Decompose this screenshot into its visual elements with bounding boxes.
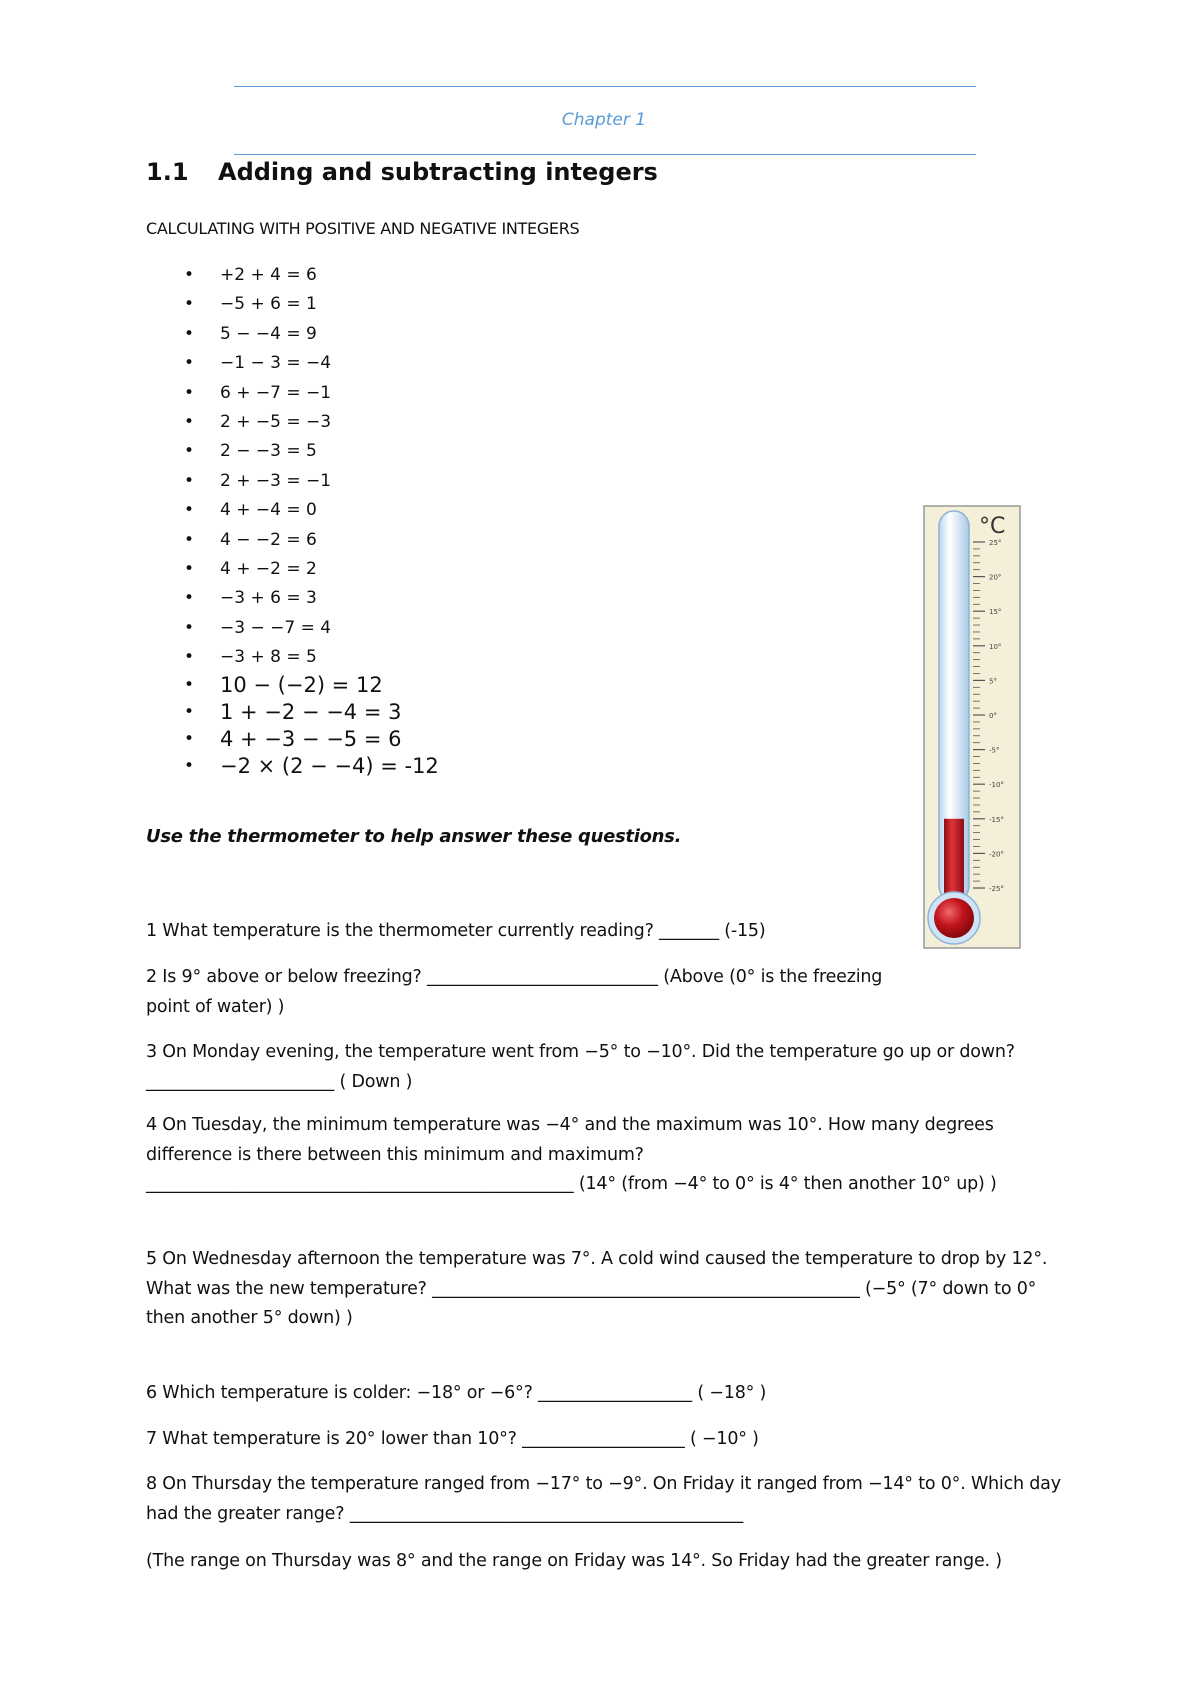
scale-label: 15° <box>989 608 1002 617</box>
scale-label: -15° <box>989 815 1004 824</box>
subheading: CALCULATING WITH POSITIVE AND NEGATIVE INTEGERS <box>146 219 580 238</box>
question-7: 7 What temperature is 20° lower than 10°? ___________________ ( −10° ) <box>146 1429 759 1449</box>
bullet-icon: • <box>184 558 195 579</box>
scale-label: 5° <box>989 677 997 686</box>
scale-label: -25° <box>989 885 1004 893</box>
bullet-icon: • <box>184 588 195 609</box>
bullet-icon: • <box>184 617 195 638</box>
list-item: • −5 + 6 = 1 <box>146 290 439 319</box>
bullet-icon: • <box>184 702 195 723</box>
scale-label: 10° <box>989 642 1002 651</box>
instruction: Use the thermometer to help answer these questions. <box>146 826 682 847</box>
question-8: 8 On Thursday the temperature ranged from −17° to −9°. On Friday it ranged from −14° to 0°. Which day had the greater range? ______________________________________________ <box>146 1474 1061 1524</box>
list-item: • 2 − −3 = 5 <box>146 437 439 466</box>
list-item: • 5 − −4 = 9 <box>146 320 439 349</box>
scale-label: 20° <box>989 573 1002 582</box>
equation-list <box>146 261 439 780</box>
section-number: 1.1 <box>146 158 189 186</box>
list-item: • +2 + 4 = 6 <box>146 261 439 290</box>
list-item: • 4 + −4 = 0 <box>146 496 439 525</box>
mercury-bulb <box>934 898 974 938</box>
scale-label: -10° <box>989 781 1004 790</box>
question-1: 1 What temperature is the thermometer currently reading? _______ (-15) <box>146 921 766 941</box>
scale-label: -5° <box>989 746 1000 755</box>
chapter-label: Chapter 1 <box>561 110 647 130</box>
scale-label: 0° <box>989 712 997 720</box>
list-item: • 2 + −3 = −1 <box>146 467 439 496</box>
list-item: • 6 + −7 = −1 <box>146 379 439 408</box>
list-item: • 1 + −2 − −4 = 3 <box>184 700 402 725</box>
header-rule-bottom <box>234 154 976 155</box>
bullet-icon: • <box>184 294 195 315</box>
list-item: • 10 − (−2) = 12 <box>184 673 383 698</box>
bullet-icon: • <box>184 470 195 491</box>
thermometer-illustration <box>923 505 1021 949</box>
list-item: • 2 + −5 = −3 <box>146 408 439 437</box>
question-5: 5 On Wednesday afternoon the temperature was 7°. A cold wind caused the temperature to drop by 12°. What was the new temperature? __________________________________________________ (−5° (7° down to 0° then another 5° down) ) <box>146 1249 1048 1328</box>
question-2: 2 Is 9° above or below freezing? ___________________________ (Above (0° is the freezing point of water) ) <box>146 967 883 1017</box>
question-6: 6 Which temperature is colder: −18° or −6°? __________________ ( −18° ) <box>146 1383 767 1403</box>
bullet-icon: • <box>184 441 195 462</box>
section-title: Adding and subtracting integers <box>218 158 658 186</box>
bullet-icon: • <box>184 675 195 696</box>
list-item: • −3 + 8 = 5 <box>146 643 439 672</box>
list-item: • −2 × (2 − −4) = -12 <box>184 754 439 779</box>
bullet-icon: • <box>184 265 195 285</box>
scale-label: -20° <box>989 850 1004 859</box>
question-8-answer: (The range on Thursday was 8° and the range on Friday was 14°. So Friday had the greater range. ) <box>146 1551 1002 1571</box>
list-item: • 4 + −3 − −5 = 6 <box>184 727 402 752</box>
bullet-icon: • <box>184 647 195 668</box>
scale-label: 25° <box>989 539 1002 547</box>
bullet-icon: • <box>184 500 195 521</box>
list-item: • 4 + −2 = 2 <box>146 555 439 584</box>
bullet-icon: • <box>184 353 195 374</box>
question-4: 4 On Tuesday, the minimum temperature was −4° and the maximum was 10°. How many degrees difference is there between this minimum and maximum? __________________________________________________ (14° (from −4° to 0° is 4° then another 10° up) ) <box>146 1115 997 1194</box>
list-item: • 4 − −2 = 6 <box>146 526 439 555</box>
bullet-icon: • <box>184 323 195 344</box>
bullet-icon: • <box>184 756 195 777</box>
bullet-icon: • <box>184 411 195 432</box>
list-item: • −3 − −7 = 4 <box>146 614 439 643</box>
list-item: • −1 − 3 = −4 <box>146 349 439 378</box>
section-heading <box>146 158 658 186</box>
question-3: 3 On Monday evening, the temperature went from −5° to −10°. Did the temperature go up or down? ______________________ ( Down ) <box>146 1042 1015 1092</box>
header-rule-top <box>234 86 976 87</box>
list-item: • −3 + 6 = 3 <box>146 584 439 613</box>
bullet-icon: • <box>184 382 195 403</box>
bullet-icon: • <box>184 529 195 550</box>
unit-label: °C <box>979 514 1006 539</box>
bullet-icon: • <box>184 729 195 750</box>
